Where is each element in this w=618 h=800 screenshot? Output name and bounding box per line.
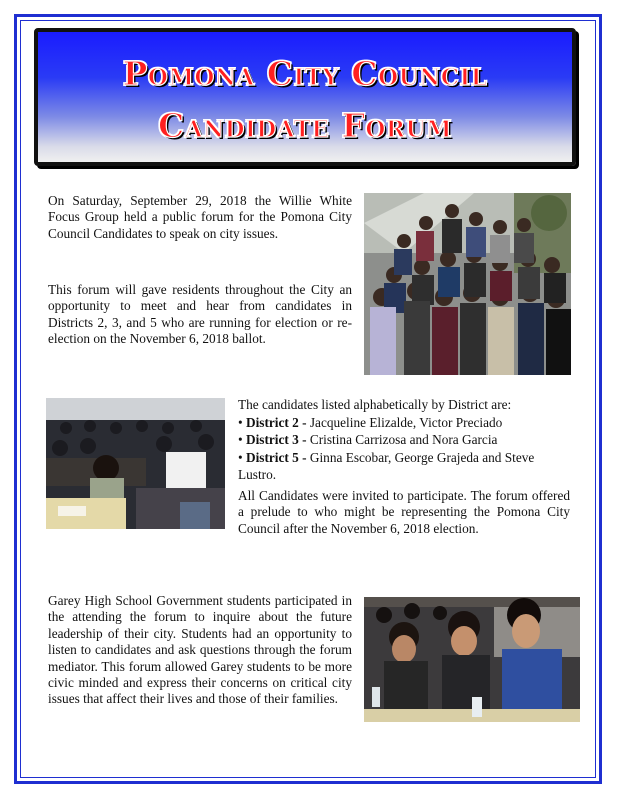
district-5-label: District 5 bbox=[245, 449, 299, 465]
students-photo bbox=[364, 597, 580, 722]
district-2-label: District 2 bbox=[245, 414, 299, 430]
auditorium-photo bbox=[46, 398, 225, 529]
students-paragraph: Garey High School Government students participated in the attending the forum to inquire about the future leadership of their city. Students had an opportunity to listen to candidates and ask questions through the forum mediator. This forum allowed Garey students to be more civic minded and express their concerns on critical city issues that affect their lives and those of their families. bbox=[48, 593, 352, 707]
page-title-line2: Candidate Forum bbox=[157, 106, 453, 145]
intro-paragraph-1: On Saturday, September 29, 2018 the Willie White Focus Group held a public forum for the Pomona City Council Candidates to speak on city issues. bbox=[48, 193, 352, 241]
intro-paragraph-2: This forum will gave residents throughout the City an opportunity to meet and hear from candidates in Districts 2, 3, and 5 who are running for election or re-election on the November 6, 2018 ballot. bbox=[48, 282, 352, 347]
district-2-item: • District 2 - Jacqueline Elizalde, Victor Preciado bbox=[238, 414, 503, 430]
title-banner bbox=[34, 28, 576, 166]
candidates-note: All Candidates were invited to participate. The forum offered a prelude to who might be representing the Pomona City Council after the November 6, 2018 election. bbox=[238, 488, 570, 536]
candidate-list bbox=[238, 396, 570, 484]
candidate-list-intro: The candidates listed alphabetically by District are: bbox=[238, 397, 512, 412]
district-3-names: Cristina Carrizosa and Nora Garcia bbox=[309, 432, 498, 447]
district-5-item: • District 5 - Ginna Escobar, George Grajeda and Steve Lustro. bbox=[238, 449, 535, 482]
district-3-label: District 3 bbox=[245, 432, 299, 447]
page-title-line1: Pomona City Council bbox=[122, 54, 488, 93]
district-5-names: Ginna Escobar, George Grajeda and Steve Lustro. bbox=[238, 449, 535, 482]
group-photo bbox=[364, 193, 571, 375]
district-3-item: • District 3 - Cristina Carrizosa and Nora Garcia bbox=[238, 432, 498, 447]
district-2-names: Jacqueline Elizalde, Victor Preciado bbox=[309, 414, 503, 430]
